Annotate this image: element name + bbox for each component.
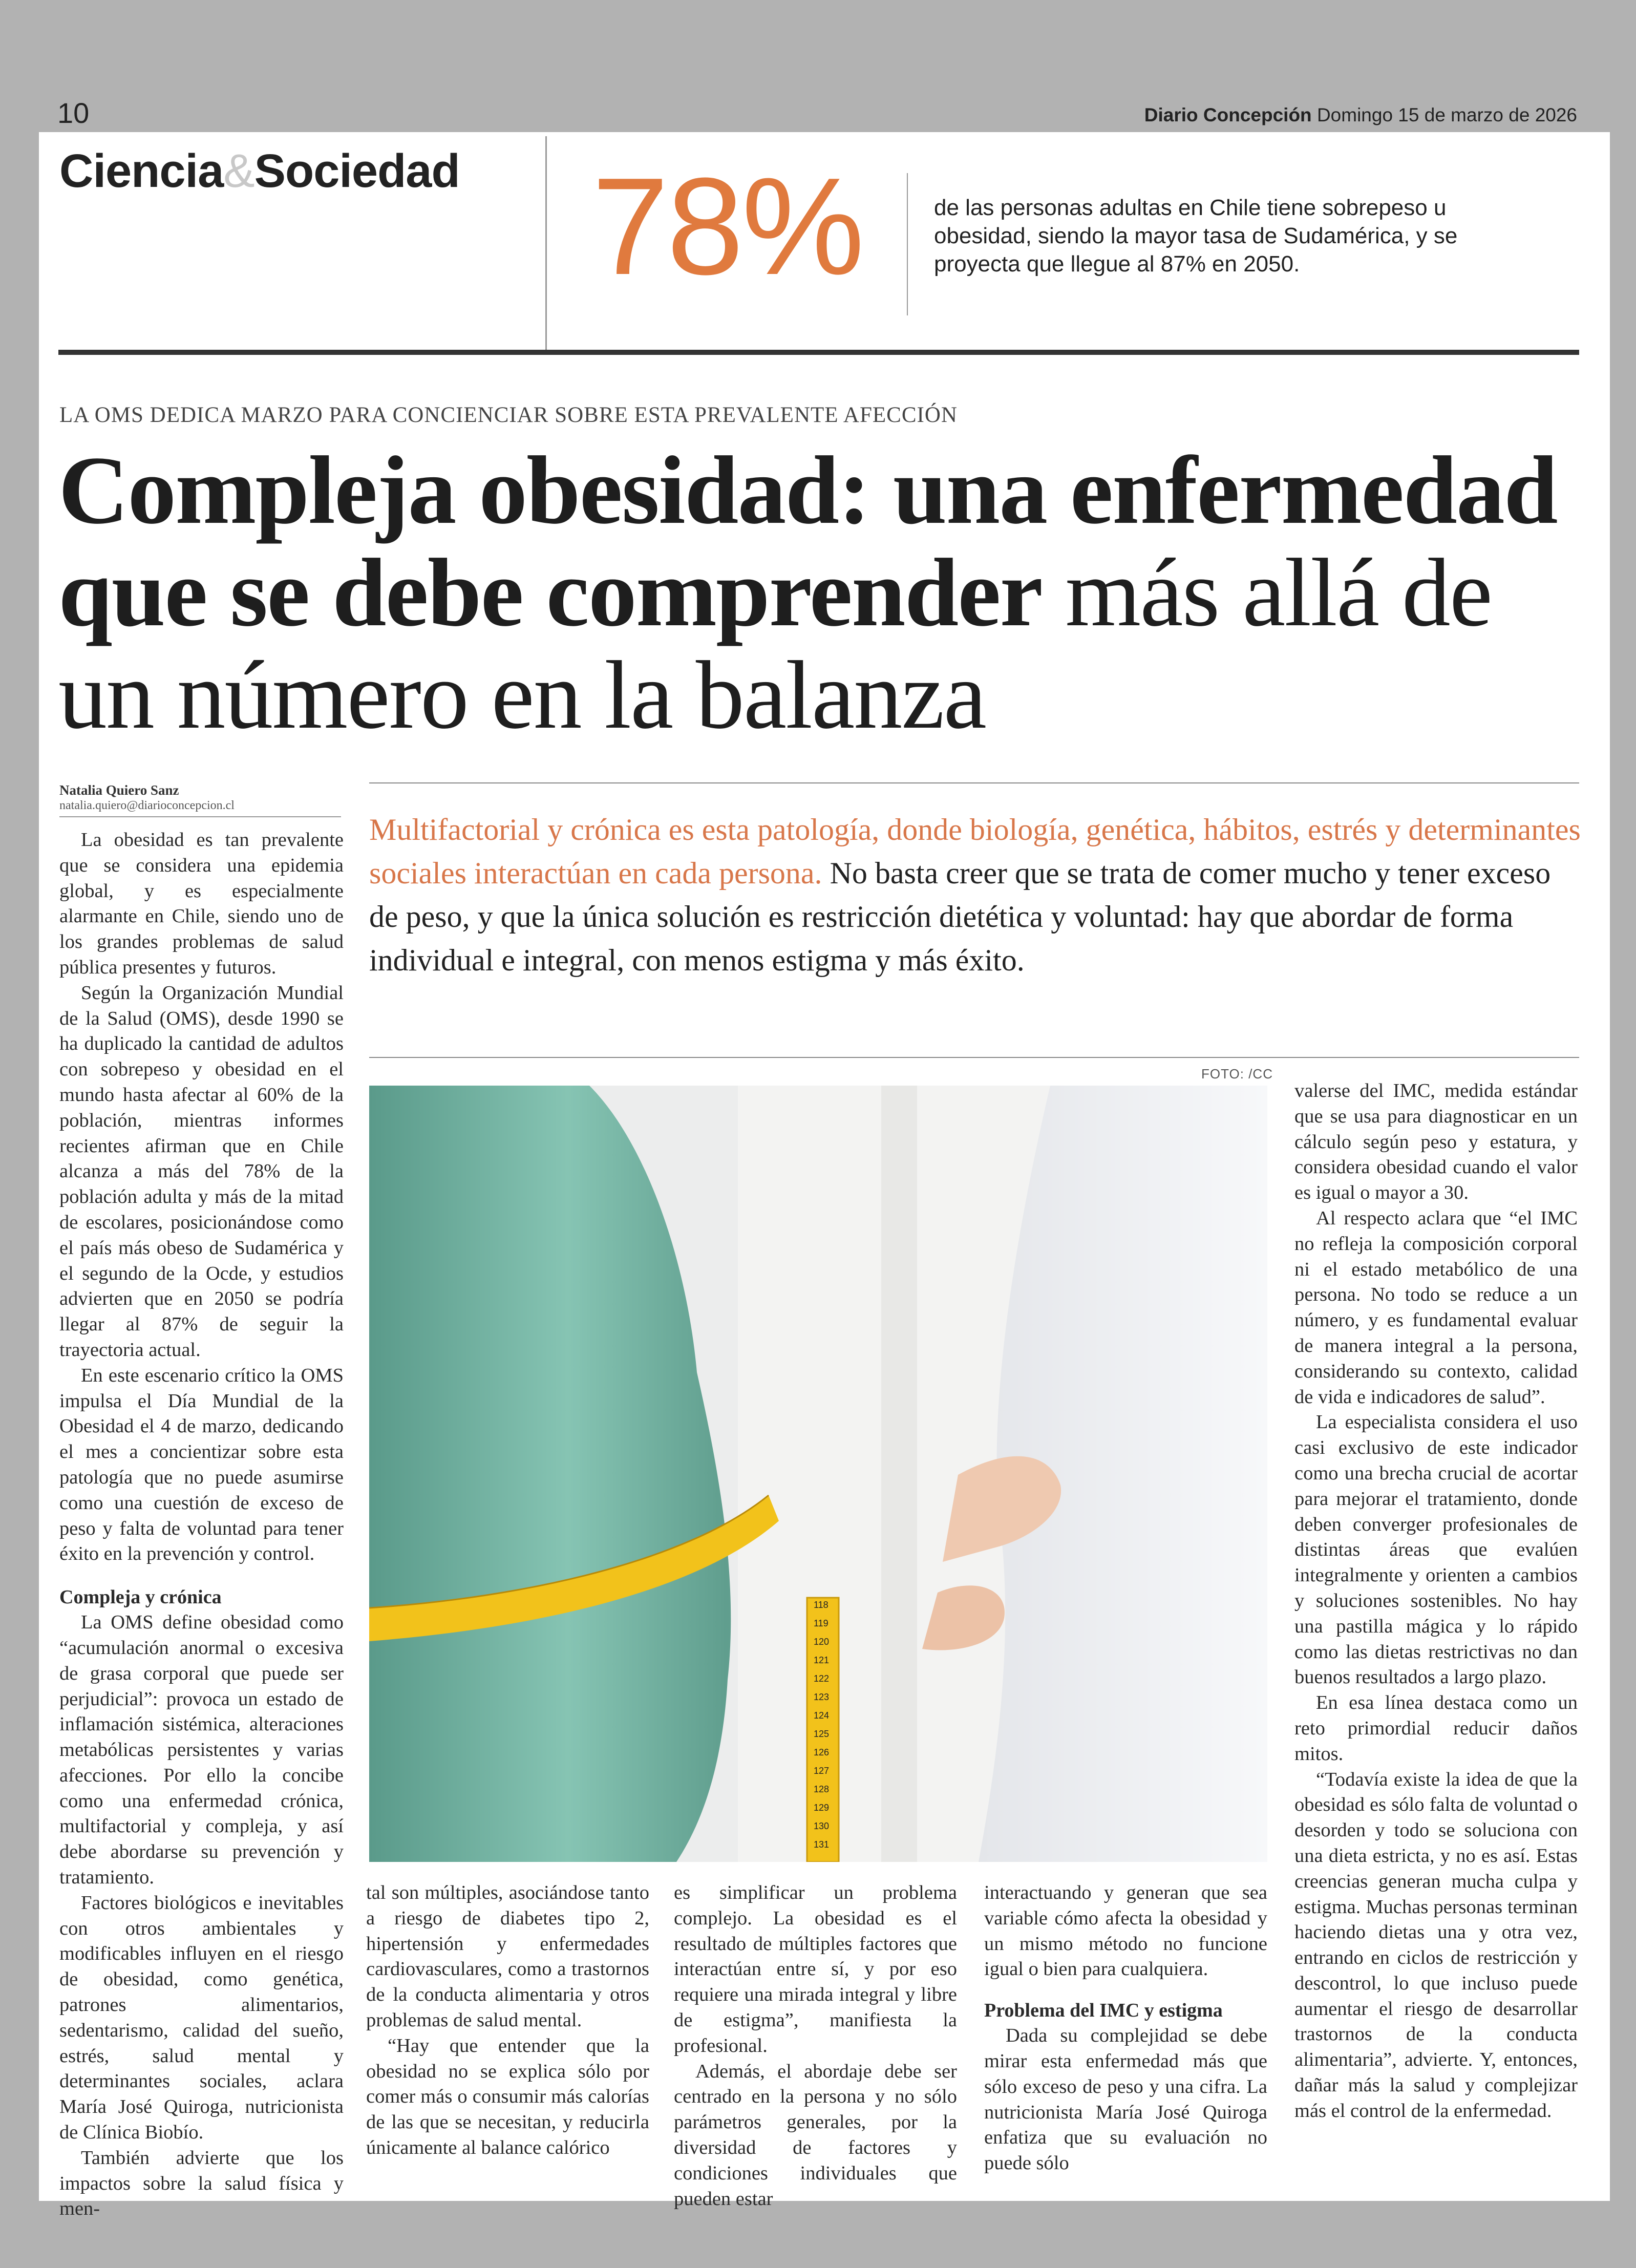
paragraph: “Todavía existe la idea de que la obesidad es sólo falta de voluntad o desorden y todo se soluciona con una dieta estricta, y no es así. Estas creencias generan mucha culpa y estigma. Muchas personas terminan haciendo dietas una y otra vez, entrando en ciclos de restricción y descontrol, lo que incluso puede aumentar el riesgo de desarrollar trastornos de la conducta alimentaria”, advierte. Y, entonces, dañar más la salud y complejizar más el control de la enfermedad.: [1294, 1768, 1578, 2122]
svg-text:123: 123: [814, 1692, 830, 1702]
paragraph: “Hay que entender que la obesidad no se explica sólo por comer más o consumir más calorías de las que se necesitan, y reducirla únicamente al balance calórico: [366, 2034, 649, 2158]
stat-text: de las personas adultas en Chile tiene sobrepeso u obesidad, siendo la mayor tasa de Sudamérica, y se proyecta que llegue al 87% en 2050.: [934, 195, 1458, 277]
column-3: [674, 1880, 957, 2212]
svg-text:127: 127: [814, 1766, 830, 1776]
svg-text:131: 131: [814, 1839, 830, 1850]
deck-rule-bottom: [369, 1057, 1579, 1058]
svg-text:121: 121: [814, 1655, 830, 1665]
column-1: [59, 828, 344, 2222]
column-4: [984, 1880, 1267, 2176]
deck-body: No basta creer que se trata de comer mucho y tener exceso de peso, y que la única solución es restricción dietética y voluntad: hay que abordar de forma individual e integral, con menos estigma y más éxito.: [369, 856, 1551, 977]
paragraph: interactuando y generan que sea variable cómo afecta la obesidad y un mismo método no funcione igual o bien para cualquiera.: [984, 1882, 1267, 1980]
paragraph: La obesidad es tan prevalente que se considera una epidemia global, y es especialmente alarmante en Chile, siendo uno de los grandes problemas de salud pública presentes y futuros.: [59, 829, 344, 978]
article-photo: [369, 1086, 1267, 1862]
column-5: [1294, 1078, 1578, 2124]
headline-regular: más allá de un número en la balanza: [58, 539, 1492, 749]
paragraph: Según la Organización Mundial de la Salud (OMS), desde 1990 se ha duplicado la cantidad de adultos con sobrepeso y obesidad en el mundo hasta afectar al 60% de la población, mientras informes recientes afirman que en Chile alcanza a más del 78% de la población adulta y más de la mitad de escolares, posicionándose como el país más obeso de Sudamérica y el segundo de la Ocde, y estudios advierten que en 2050 se podría llegar al 87% de seguir la trayectoria actual.: [59, 982, 344, 1361]
svg-text:122: 122: [814, 1673, 830, 1684]
subheading: Compleja y crónica: [59, 1586, 222, 1608]
dateline: [1144, 104, 1577, 126]
paragraph: Al respecto aclara que “el IMC no refleja la composición corporal ni el estado metabólico de una persona. No todo se reduce a un número, y es fundamental evaluar de manera integral a la persona, considerando su contexto, calidad de vida e indicadores de salud”.: [1294, 1207, 1578, 1408]
header-rule: [58, 350, 1579, 355]
svg-text:126: 126: [814, 1747, 830, 1757]
stat-divider: [907, 173, 908, 315]
paragraph: También advierte que los impactos sobre la salud física y men-: [59, 2147, 344, 2220]
byline-author: Natalia Quiero Sanz: [59, 782, 179, 798]
photo-illustration: [369, 1086, 1267, 1862]
section-word-2: Sociedad: [254, 145, 460, 197]
svg-text:129: 129: [814, 1803, 830, 1813]
byline-rule: [59, 816, 341, 817]
svg-text:128: 128: [814, 1784, 830, 1794]
deck-rule-top: [369, 782, 1579, 783]
column-2: [366, 1880, 649, 2161]
paragraph: La OMS define obesidad como “acumulación anormal o excesiva de grasa corporal que puede ser perjudicial”: provoca un estado de inflamación sistémica, alteraciones metabólicas persistentes y varias afecciones. Por ello la concibe como una enfermedad crónica, multifactorial y compleja, y así debe abordarse su prevención y tratamiento.: [59, 1612, 344, 1889]
svg-text:118: 118: [814, 1600, 828, 1610]
section-word-1: Ciencia: [59, 145, 224, 197]
header-divider: [545, 136, 547, 351]
paragraph: tal son múltiples, asociándose tanto a riesgo de diabetes tipo 2, hipertensión y enfermedades cardiovasculares, como a trastornos de la conducta alimentaria y otros problemas de salud mental.: [366, 1882, 649, 2031]
paragraph: La especialista considera el uso casi exclusivo de este indicador como una brecha crucial de acortar para mejorar el tratamiento, donde deben converger profesionales de distintas áreas que evalúen integralmente y orienten a cambios y soluciones sostenibles. No hay una pastilla mágica y lo rápido como las dietas restrictivas no dan buenos resultados a largo plazo.: [1294, 1411, 1578, 1688]
svg-text:130: 130: [814, 1821, 830, 1831]
paragraph: valerse del IMC, medida estándar que se usa para diagnosticar en un cálculo según peso y estatura, y considera obesidad cuando el valor es igual o mayor a 30.: [1294, 1080, 1578, 1204]
svg-text:120: 120: [814, 1637, 830, 1647]
kicker: LA OMS DEDICA MARZO PARA CONCIENCIAR SOBRE ESTA PREVALENTE AFECCIÓN: [59, 403, 958, 427]
headline: [58, 439, 1595, 747]
svg-text:119: 119: [814, 1618, 828, 1628]
section-title: [59, 144, 460, 198]
paragraph: es simplificar un problema complejo. La obesidad es el resultado de múltiples factores que interactúan entre sí, y por eso requiere una mirada integral y libre de estigma”, manifiesta la profesional.: [674, 1882, 957, 2057]
page-number: 10: [57, 97, 90, 129]
svg-text:125: 125: [814, 1729, 830, 1739]
newspaper-page: [39, 132, 1610, 2220]
subheading: Problema del IMC y estigma: [984, 2000, 1223, 2022]
paragraph: En esa línea destaca como un reto primordial reducir daños mitos.: [1294, 1692, 1578, 1765]
section-ampersand: &: [223, 145, 254, 197]
paragraph: En este escenario crítico la OMS impulsa el Día Mundial de la Obesidad el 4 de marzo, dedicando el mes a concientizar sobre esta patología que no puede asumirse como una cuestión de exceso de peso y falta de voluntad para tener éxito en la prevención y control.: [59, 1364, 344, 1565]
svg-text:124: 124: [814, 1710, 830, 1721]
byline-email[interactable]: natalia.quiero@diarioconcepcion.cl: [59, 799, 235, 812]
headline-bold: Compleja obesidad: una enfermedad que se debe comprender: [58, 437, 1557, 647]
paragraph: Dada su complejidad se debe mirar esta enfermedad más que sólo exceso de peso y una cifra. La nutricionista María José Quiroga enfatiza que su evaluación no puede sólo: [984, 2025, 1267, 2174]
issue-date: Domingo 15 de marzo de 2026: [1316, 104, 1577, 125]
deck-highlight: Multifactorial y crónica es esta patología, donde biología, genética, hábitos, estrés y determinantes sociales interactúan en cada persona.: [369, 813, 1581, 890]
paragraph: Factores biológicos e inevitables con otros ambientales y modificables influyen en el riesgo de obesidad, como genética, patrones alimentarios, sedentarismo, calidad del sueño, estrés, salud mental y determinantes sociales, aclara María José Quiroga, nutricionista de Clínica Biobío.: [59, 1892, 344, 2144]
deck: [369, 808, 1583, 982]
stat-value: 78%: [592, 150, 863, 304]
newspaper-name: Diario Concepción: [1144, 104, 1312, 125]
paragraph: Además, el abordaje debe ser centrado en la persona y no sólo parámetros generales, por la diversidad de factores y condiciones individuales que pueden estar: [674, 2060, 957, 2210]
photo-credit: FOTO: /CC: [1201, 1066, 1273, 1082]
